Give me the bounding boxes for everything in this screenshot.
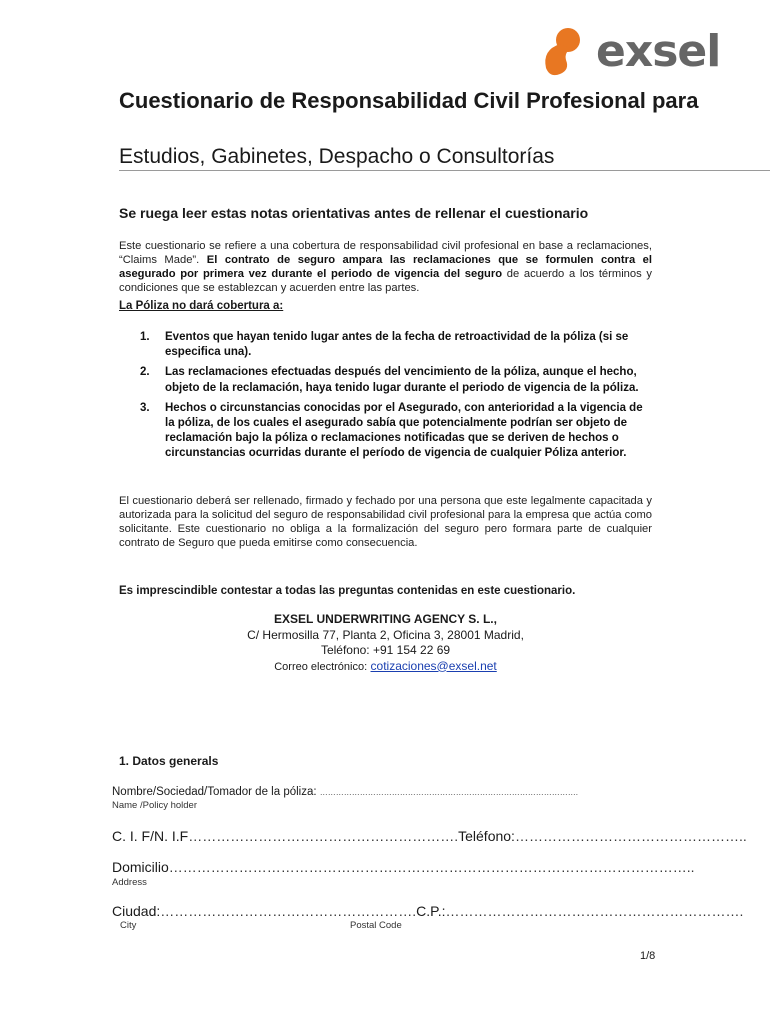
address-sublabel: Address — [112, 877, 147, 888]
address-label: Domicilio — [112, 859, 169, 875]
exclusion-number: 2. — [140, 366, 150, 379]
agency-block — [119, 612, 652, 675]
policy-holder-sublabel: Name /Policy holder — [112, 800, 198, 811]
intro-text-bold: El contrato de seguro ampara las reclamaciones que se formulen contra el asegurado por primera vez durante el periodo de vigencia del seguro — [119, 254, 653, 280]
email-label: Correo electrónico: — [274, 660, 368, 673]
exclusion-number: 1. — [140, 331, 150, 343]
intro-paragraph — [119, 239, 652, 295]
city-cp-row — [112, 903, 743, 919]
cp-label: C.P.: — [416, 903, 446, 919]
exclusion-text: Hechos o circunstancias conocidas por el Asegurado, con anterioridad a la vigencia de la póliza, de los cuales el asegurado sabía que potencialmente podrían ser objeto de reclamación bajo la póliza o reclamaciones notificadas que se deriven de hechos o circunstancias ocurridas durante el período de vigencia de cualquier Póliza anterior. — [165, 401, 643, 460]
agency-address: C/ Hermosilla 77, Planta 2, Oficina 3, 28001 Madrid, — [247, 627, 524, 642]
logo-wordmark: exsel — [596, 26, 721, 77]
city-label: Ciudad: — [112, 903, 161, 919]
agency-phone: Teléfono: +91 154 22 69 — [320, 643, 451, 657]
postal-code-sublabel: Postal Code — [350, 920, 402, 931]
cif-dots[interactable]: …………………………………………………. — [188, 828, 459, 844]
notes-heading: Se ruega leer estas notas orientativas antes de rellenar el cuestionario — [119, 205, 589, 221]
exclusion-number: 3. — [140, 401, 150, 414]
agency-name: EXSEL UNDERWRITING AGENCY S. L., — [274, 612, 497, 626]
exsel-logo — [540, 24, 730, 80]
exclusions-list — [140, 330, 648, 467]
exclusion-item — [140, 330, 648, 360]
cif-label: C. I. F/N. I.F — [112, 828, 189, 844]
exclusion-text: Eventos que hayan tenido lugar antes de la fecha de retroactividad de la póliza (si se especifica una). — [165, 331, 629, 359]
document-title: Cuestionario de Responsabilidad Civil Profesional para — [119, 88, 699, 113]
phone-label: Teléfono: — [458, 828, 515, 844]
intro-text-1: Este cuestionario se refiere a una cobertura de responsabilidad civil profesional en base a reclamaciones, “Claims Made”. — [119, 240, 652, 266]
page-number: 1/8 — [640, 950, 656, 962]
no-coverage-heading: La Póliza no dará cobertura a: — [119, 300, 284, 312]
city-sublabel: City — [120, 920, 137, 931]
email-link[interactable]: cotizaciones@exsel.net — [370, 658, 497, 673]
address-dots[interactable]: ………………………………………………………………………………………………….. — [168, 859, 695, 875]
document-subtitle: Estudios, Gabinetes, Despacho o Consultorías — [119, 145, 555, 168]
exclusion-text: Las reclamaciones efectuadas después del vencimiento de la póliza, aunque el hecho, objeto de la reclamación, haya tenido lugar durante el periodo de vigencia de la póliza. — [165, 366, 639, 394]
exclusion-item — [140, 401, 648, 462]
section-title: 1. Datos generals — [119, 754, 219, 768]
address-field[interactable] — [112, 859, 695, 875]
intro-text-2: de acuerdo a los términos y condiciones que se establezcan y acuerden entre las partes. — [119, 268, 652, 294]
mandatory-notice: Es imprescindible contestar a todas las preguntas contenidas en este cuestionario. — [119, 585, 576, 597]
cp-dots[interactable]: ………………………………………………………. — [445, 903, 744, 919]
city-dots[interactable]: ………………………………………………. — [160, 903, 417, 919]
policy-holder-label: Nombre/Sociedad/Tomador de la póliza: — [112, 786, 317, 798]
cif-phone-row — [112, 828, 747, 844]
policy-holder-dots[interactable]: ……………………………………………………………………………………. — [319, 788, 578, 797]
header-divider — [119, 170, 770, 171]
exclusion-item — [140, 365, 648, 395]
logo-mark-icon — [540, 24, 600, 80]
phone-dots[interactable]: ………………………………………….. — [514, 828, 747, 844]
policy-holder-field[interactable] — [112, 786, 578, 798]
closing-paragraph: El cuestionario deberá ser rellenado, firmado y fechado por una persona que este legalmente capacitada y autorizada para la solicitud del seguro de responsabilidad civil profesional para la empresa que actúa como solicitante. Este cuestionario no obliga a la formalización del seguro pero formara parte de cualquier contrato de Seguro que pueda emitirse como consecuencia. — [119, 495, 652, 549]
